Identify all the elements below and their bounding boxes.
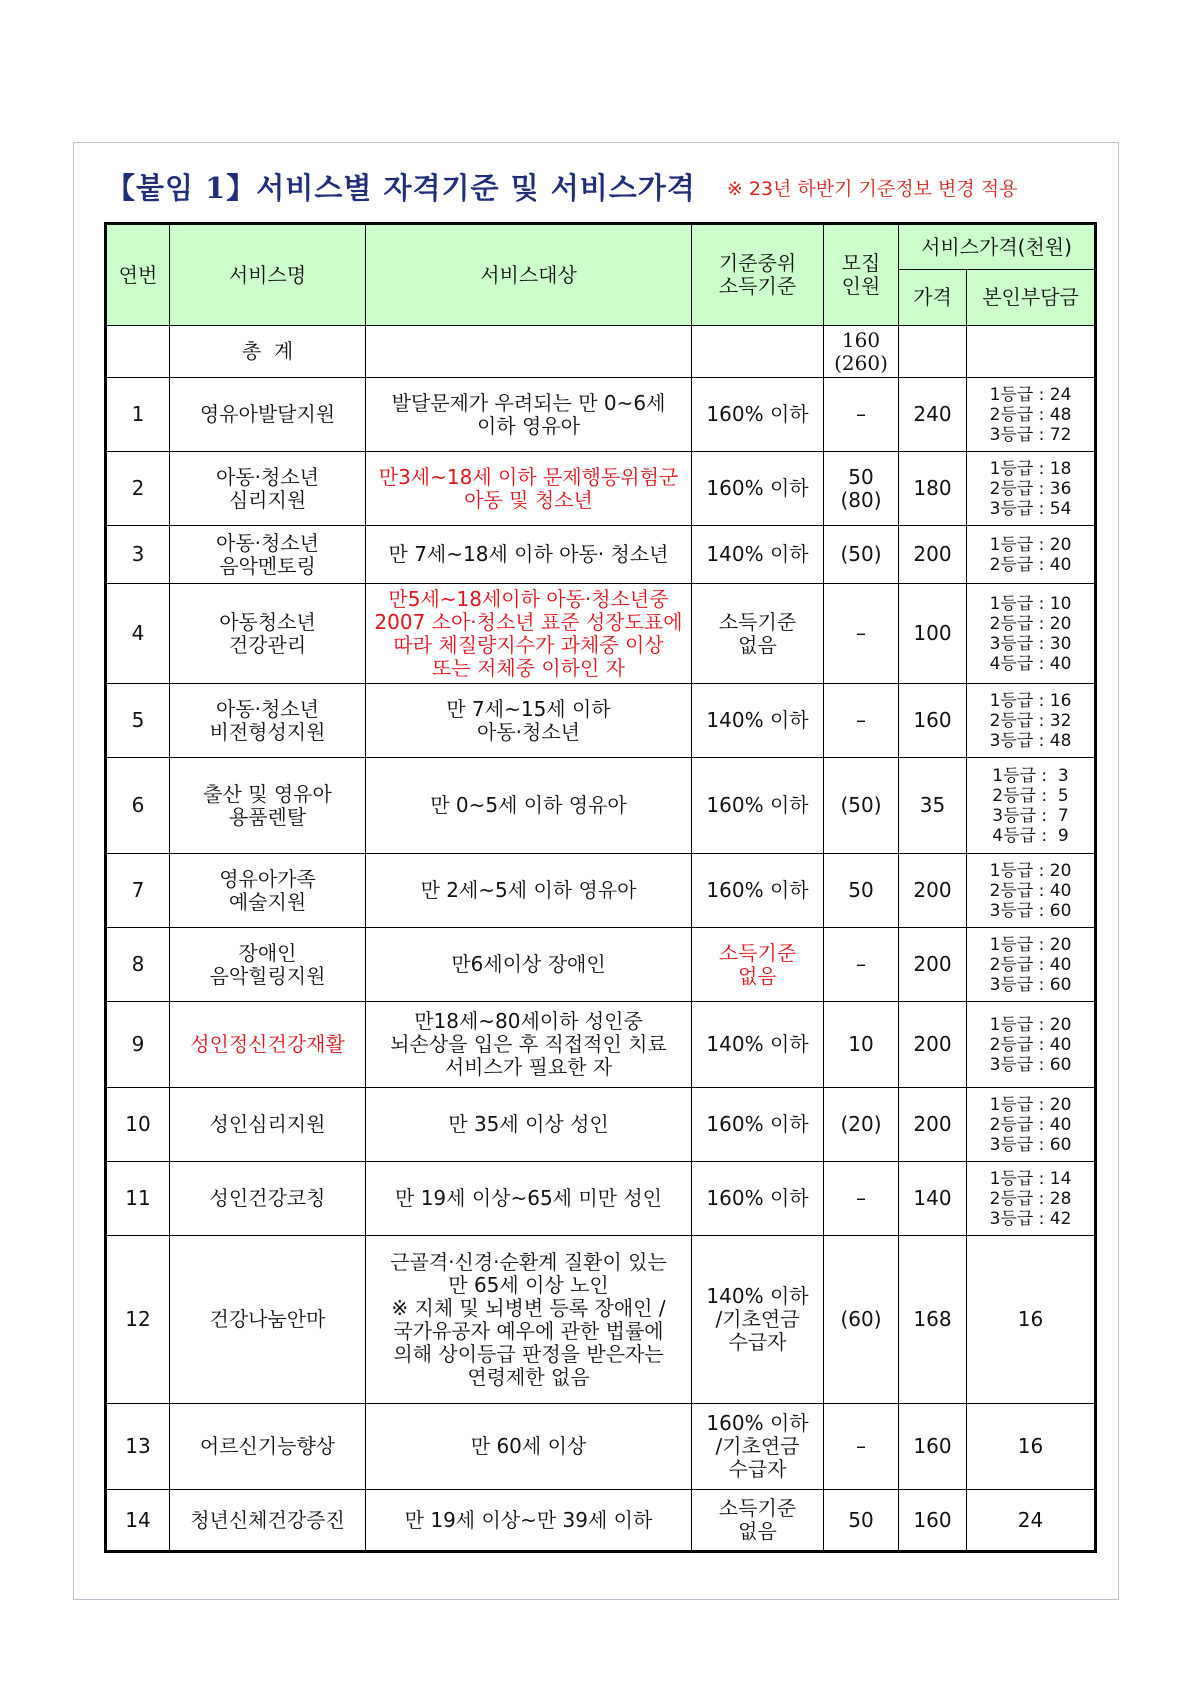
service-name-cell: 성인정신건강재활 <box>170 1002 366 1088</box>
row-number-cell: 11 <box>106 1162 170 1236</box>
price-cell: 168 <box>899 1236 967 1404</box>
header-recruit: 모집 인원 <box>824 224 899 326</box>
service-name-cell: 아동·청소년 비전형성지원 <box>170 684 366 758</box>
service-name-cell: 아동·청소년 음악멘토링 <box>170 526 366 584</box>
service-name-cell: 건강나눔안마 <box>170 1236 366 1404</box>
copay-cell <box>967 758 1096 854</box>
income-criteria-cell: 소득기준 없음 <box>692 584 824 684</box>
service-target-cell: 만6세이상 장애인 <box>366 928 692 1002</box>
row-number-cell: 1 <box>106 378 170 452</box>
income-criteria-cell: 160% 이하 <box>692 1088 824 1162</box>
copay-cell <box>967 378 1096 452</box>
header-no: 연번 <box>106 224 170 326</box>
income-criteria-cell: 140% 이하 /기초연금 수급자 <box>692 1236 824 1404</box>
service-target-cell: 만 35세 이상 성인 <box>366 1088 692 1162</box>
recruit-cell: – <box>824 584 899 684</box>
row-number-cell: 7 <box>106 854 170 928</box>
total-target-cell <box>366 326 692 378</box>
page-title <box>106 166 1017 207</box>
service-name-cell: 어르신기능향상 <box>170 1404 366 1490</box>
table-row <box>106 758 1096 854</box>
table-row <box>106 684 1096 758</box>
table-row <box>106 452 1096 526</box>
service-name-cell: 영유아가족 예술지원 <box>170 854 366 928</box>
copay-cell <box>967 1162 1096 1236</box>
price-cell: 200 <box>899 854 967 928</box>
recruit-cell: (20) <box>824 1088 899 1162</box>
row-number-cell: 10 <box>106 1088 170 1162</box>
recruit-cell: 50 <box>824 1490 899 1552</box>
recruit-cell: (50) <box>824 758 899 854</box>
recruit-cell: 10 <box>824 1002 899 1088</box>
service-target-cell: 만 0~5세 이하 영유아 <box>366 758 692 854</box>
table-row <box>106 854 1096 928</box>
total-label: 총 계 <box>170 326 366 378</box>
total-price-cell <box>899 326 967 378</box>
income-criteria-cell: 소득기준 없음 <box>692 1490 824 1552</box>
service-name-cell: 아동청소년 건강관리 <box>170 584 366 684</box>
price-cell: 180 <box>899 452 967 526</box>
service-name-cell: 청년신체건강증진 <box>170 1490 366 1552</box>
header-price-group: 서비스가격(천원) <box>899 224 1096 270</box>
total-row <box>106 326 1096 378</box>
header-income-criteria: 기준중위 소득기준 <box>692 224 824 326</box>
total-copay-cell <box>967 326 1096 378</box>
copay-cell: 16 <box>967 1236 1096 1404</box>
copay-cell <box>967 452 1096 526</box>
header-service-target: 서비스대상 <box>366 224 692 326</box>
income-criteria-cell: 소득기준 없음 <box>692 928 824 1002</box>
price-cell: 100 <box>899 584 967 684</box>
recruit-cell: (60) <box>824 1236 899 1404</box>
price-cell: 240 <box>899 378 967 452</box>
income-criteria-cell: 160% 이하 /기초연금 수급자 <box>692 1404 824 1490</box>
copay-grade-list: 1등급 : 20 2등급 : 40 3등급 : 60 <box>989 1014 1072 1075</box>
income-criteria-cell: 160% 이하 <box>692 1162 824 1236</box>
copay-cell: 24 <box>967 1490 1096 1552</box>
table-row <box>106 1404 1096 1490</box>
recruit-cell: – <box>824 378 899 452</box>
copay-grade-list: 1등급 : 18 2등급 : 36 3등급 : 54 <box>989 458 1072 519</box>
income-criteria-cell: 160% 이하 <box>692 378 824 452</box>
recruit-cell: – <box>824 684 899 758</box>
income-criteria-cell: 140% 이하 <box>692 1002 824 1088</box>
row-number-cell: 3 <box>106 526 170 584</box>
row-number-cell: 13 <box>106 1404 170 1490</box>
copay-grade-list: 1등급 : 20 2등급 : 40 3등급 : 60 <box>989 860 1072 921</box>
copay-grade-list: 1등급 : 24 2등급 : 48 3등급 : 72 <box>989 384 1072 445</box>
price-cell: 200 <box>899 1088 967 1162</box>
service-target-cell: 만3세~18세 이하 문제행동위험군 아동 및 청소년 <box>366 452 692 526</box>
price-cell: 140 <box>899 1162 967 1236</box>
title-main: 【붙임 1】서비스별 자격기준 및 서비스가격 <box>106 171 696 205</box>
service-name-cell: 성인건강코칭 <box>170 1162 366 1236</box>
price-cell: 160 <box>899 1404 967 1490</box>
income-criteria-cell: 140% 이하 <box>692 526 824 584</box>
row-number-cell: 12 <box>106 1236 170 1404</box>
row-number-cell: 8 <box>106 928 170 1002</box>
copay-grade-list: 1등급 : 20 2등급 : 40 3등급 : 60 <box>989 934 1072 995</box>
table-row <box>106 928 1096 1002</box>
service-name-cell: 장애인 음악힐링지원 <box>170 928 366 1002</box>
table-row <box>106 1002 1096 1088</box>
service-target-cell: 만 60세 이상 <box>366 1404 692 1490</box>
copay-cell <box>967 854 1096 928</box>
price-cell: 35 <box>899 758 967 854</box>
row-number-cell: 6 <box>106 758 170 854</box>
recruit-cell: – <box>824 928 899 1002</box>
income-criteria-cell: 140% 이하 <box>692 684 824 758</box>
service-target-cell: 만 19세 이상~65세 미만 성인 <box>366 1162 692 1236</box>
service-target-cell: 근골격·신경·순환계 질환이 있는 만 65세 이상 노인 ※ 지체 및 뇌병변 등록 장애인 / 국가유공자 예우에 관한 법률에 의해 상이등급 판정을 받은자는 연령제한 없음 <box>366 1236 692 1404</box>
service-name-cell: 아동·청소년 심리지원 <box>170 452 366 526</box>
total-income-cell <box>692 326 824 378</box>
row-number-cell: 9 <box>106 1002 170 1088</box>
table-row <box>106 1236 1096 1404</box>
service-table <box>104 222 1097 1553</box>
service-target-cell: 발달문제가 우려되는 만 0~6세 이하 영유아 <box>366 378 692 452</box>
table-row <box>106 1162 1096 1236</box>
service-target-cell: 만18세~80세이하 성인중 뇌손상을 입은 후 직접적인 치료 서비스가 필요한 자 <box>366 1002 692 1088</box>
recruit-cell: (50) <box>824 526 899 584</box>
row-number-cell: 4 <box>106 584 170 684</box>
income-criteria-cell: 160% 이하 <box>692 854 824 928</box>
copay-grade-list: 1등급 : 20 2등급 : 40 <box>989 534 1072 575</box>
title-note: ※ 23년 하반기 기준정보 변경 적용 <box>726 178 1018 200</box>
copay-cell <box>967 1088 1096 1162</box>
header-price: 가격 <box>899 270 967 326</box>
service-target-cell: 만 7세~15세 이하 아동·청소년 <box>366 684 692 758</box>
copay-grade-list: 1등급 : 14 2등급 : 28 3등급 : 42 <box>989 1168 1072 1229</box>
table-row <box>106 526 1096 584</box>
recruit-cell: 50 <box>824 854 899 928</box>
copay-grade-list: 1등급 : 16 2등급 : 32 3등급 : 48 <box>989 690 1072 751</box>
service-target-cell: 만 7세~18세 이하 아동· 청소년 <box>366 526 692 584</box>
price-cell: 200 <box>899 1002 967 1088</box>
copay-grade-list: 1등급 : 20 2등급 : 40 3등급 : 60 <box>989 1094 1072 1155</box>
row-number-cell: 2 <box>106 452 170 526</box>
copay-cell <box>967 526 1096 584</box>
recruit-cell: – <box>824 1162 899 1236</box>
total-no-cell <box>106 326 170 378</box>
copay-grade-list: 1등급 : 3 2등급 : 5 3등급 : 7 4등급 : 9 <box>992 765 1069 846</box>
recruit-cell: – <box>824 1404 899 1490</box>
table-row <box>106 1490 1096 1552</box>
header-copay: 본인부담금 <box>967 270 1096 326</box>
table-row <box>106 1088 1096 1162</box>
copay-cell <box>967 684 1096 758</box>
header-service-name: 서비스명 <box>170 224 366 326</box>
price-cell: 160 <box>899 1490 967 1552</box>
service-name-cell: 출산 및 영유아 용품렌탈 <box>170 758 366 854</box>
copay-cell <box>967 928 1096 1002</box>
service-name-cell: 성인심리지원 <box>170 1088 366 1162</box>
price-cell: 200 <box>899 526 967 584</box>
service-target-cell: 만5세~18세이하 아동·청소년중 2007 소아·청소년 표준 성장도표에 따라 체질량지수가 과체중 이상 또는 저체중 이하인 자 <box>366 584 692 684</box>
service-name-cell: 영유아발달지원 <box>170 378 366 452</box>
row-number-cell: 5 <box>106 684 170 758</box>
total-recruit: 160 (260) <box>824 326 899 378</box>
table-row <box>106 584 1096 684</box>
table-row <box>106 378 1096 452</box>
income-criteria-cell: 160% 이하 <box>692 758 824 854</box>
row-number-cell: 14 <box>106 1490 170 1552</box>
price-cell: 160 <box>899 684 967 758</box>
price-cell: 200 <box>899 928 967 1002</box>
copay-cell <box>967 1002 1096 1088</box>
service-target-cell: 만 2세~5세 이하 영유아 <box>366 854 692 928</box>
service-target-cell: 만 19세 이상~만 39세 이하 <box>366 1490 692 1552</box>
recruit-cell: 50 (80) <box>824 452 899 526</box>
income-criteria-cell: 160% 이하 <box>692 452 824 526</box>
copay-cell: 16 <box>967 1404 1096 1490</box>
copay-cell <box>967 584 1096 684</box>
copay-grade-list: 1등급 : 10 2등급 : 20 3등급 : 30 4등급 : 40 <box>989 593 1072 674</box>
